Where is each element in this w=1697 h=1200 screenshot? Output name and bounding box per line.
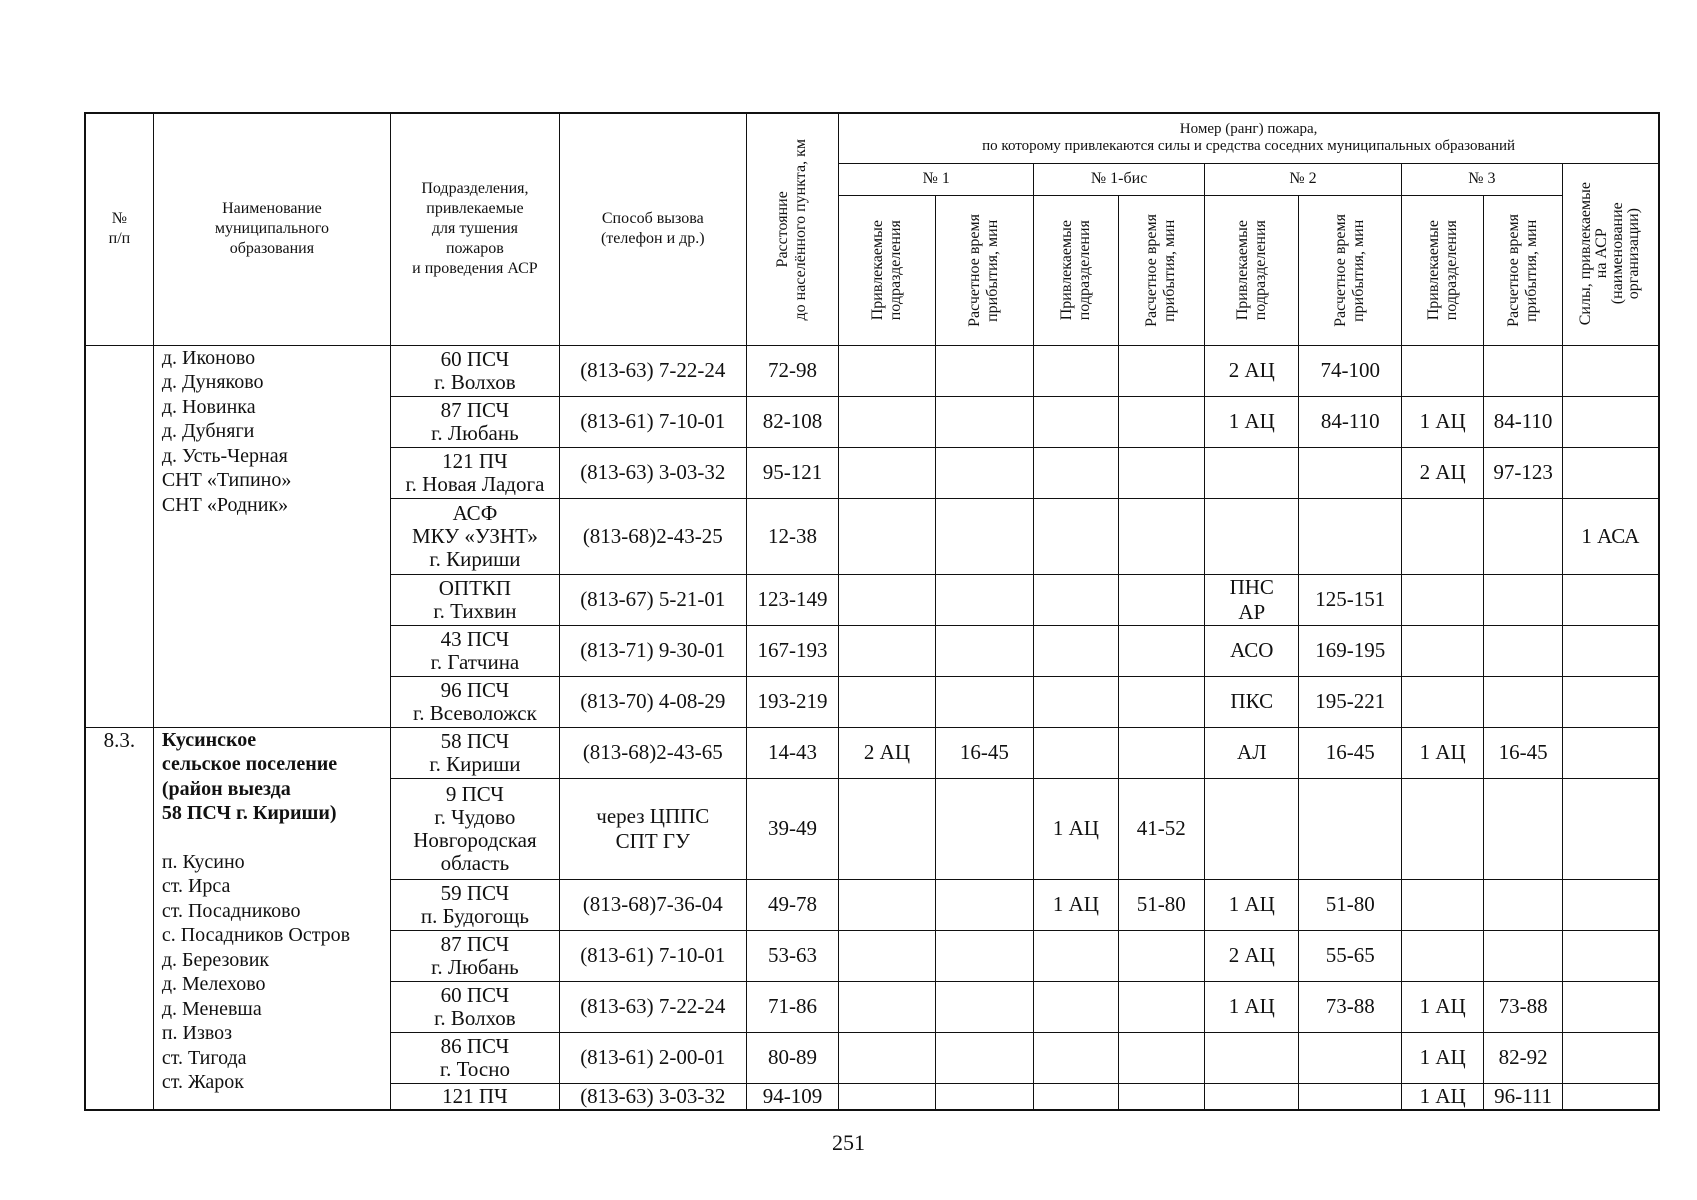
- rank1bis-units-cell: [1034, 396, 1118, 447]
- header-rb-units-label: Привлекаемые подразделения: [1057, 219, 1093, 321]
- spacer: [162, 826, 388, 850]
- unit-cell: 9 ПСЧ г. Чудово Новгородская область: [391, 778, 560, 879]
- header-r2-time: [1299, 195, 1402, 345]
- rank2-units-cell: 1 АЦ: [1205, 879, 1299, 930]
- rank2-time-cell: 51-80: [1299, 879, 1402, 930]
- rank3-time-cell: 82-92: [1484, 1032, 1562, 1083]
- settlements-list: д. Иконово д. Дуняково д. Новинка д. Дубняги д. Усть-Черная СНТ «Типино» СНТ «Родник»: [161, 346, 292, 516]
- rank3-time-cell: 96-111: [1484, 1083, 1562, 1110]
- call-method-cell: (813-68)2-43-25: [559, 498, 746, 574]
- rank1bis-time-cell: [1118, 676, 1204, 727]
- rank1-units-cell: [839, 1083, 935, 1110]
- row-number: 8.3.: [85, 727, 153, 1110]
- rank1bis-time-cell: [1118, 498, 1204, 574]
- distance-cell: 94-109: [746, 1083, 838, 1110]
- rank1bis-time-cell: [1118, 1032, 1204, 1083]
- rank1-units-cell: [839, 1032, 935, 1083]
- call-method-cell: (813-61) 7-10-01: [559, 396, 746, 447]
- rank1bis-time-cell: [1118, 981, 1204, 1032]
- page-number: 251: [832, 1130, 865, 1155]
- unit-cell: 87 ПСЧ г. Любань: [391, 930, 560, 981]
- rank2-time-cell: [1299, 1032, 1402, 1083]
- rank3-units-cell: 1 АЦ: [1401, 727, 1483, 778]
- rank1-time-cell: [935, 981, 1033, 1032]
- asr-forces-cell: [1562, 345, 1659, 396]
- rank1-time-cell: [935, 930, 1033, 981]
- rank1-units-cell: [839, 930, 935, 981]
- rank1bis-units-cell: 1 АЦ: [1034, 778, 1118, 879]
- rank2-units-cell: ПКС: [1205, 676, 1299, 727]
- municipality-name: Кусинское сельское поселение (район выезда 58 ПСЧ г. Кириши): [161, 728, 338, 824]
- call-method-cell: (813-68)7-36-04: [559, 879, 746, 930]
- rank1bis-time-cell: [1118, 396, 1204, 447]
- rank3-units-cell: [1401, 498, 1483, 574]
- rank1-time-cell: [935, 498, 1033, 574]
- header-distance: [746, 113, 838, 345]
- rank1-time-cell: [935, 1032, 1033, 1083]
- unit-cell: 86 ПСЧ г. Тосно: [391, 1032, 560, 1083]
- table-row: [85, 727, 1659, 778]
- rank2-units-cell: 2 АЦ: [1205, 930, 1299, 981]
- rank1bis-time-cell: 41-52: [1118, 778, 1204, 879]
- rank1-time-cell: [935, 396, 1033, 447]
- rank1-units-cell: [839, 625, 935, 676]
- distance-cell: 72-98: [746, 345, 838, 396]
- asr-forces-cell: [1562, 778, 1659, 879]
- rank2-time-cell: 84-110: [1299, 396, 1402, 447]
- asr-forces-cell: [1562, 574, 1659, 625]
- rank3-units-cell: [1401, 574, 1483, 625]
- asr-forces-cell: 1 АСА: [1562, 498, 1659, 574]
- rank3-units-cell: 1 АЦ: [1401, 1032, 1483, 1083]
- asr-forces-cell: [1562, 396, 1659, 447]
- rank2-units-cell: [1205, 1032, 1299, 1083]
- call-method-cell: (813-63) 3-03-32: [559, 447, 746, 498]
- rank2-time-cell: 73-88: [1299, 981, 1402, 1032]
- unit-cell: 96 ПСЧ г. Всеволожск: [391, 676, 560, 727]
- rank1bis-time-cell: [1118, 625, 1204, 676]
- call-method-cell: (813-71) 9-30-01: [559, 625, 746, 676]
- rank1bis-units-cell: [1034, 574, 1118, 625]
- rank3-time-cell: [1484, 930, 1562, 981]
- table-body: [85, 345, 1659, 1110]
- rank3-time-cell: [1484, 676, 1562, 727]
- header-r2-units: [1205, 195, 1299, 345]
- header-r2-time-label: Расчетное время прибытия, мин: [1332, 213, 1368, 327]
- header-rank-3: № 3: [1401, 163, 1562, 195]
- header-r1-units-label: Привлекаемые подразделения: [868, 219, 904, 321]
- rank1bis-time-cell: [1118, 1083, 1204, 1110]
- rank1-time-cell: [935, 345, 1033, 396]
- asr-forces-cell: [1562, 930, 1659, 981]
- header-rb-units: [1034, 195, 1118, 345]
- call-method-cell: (813-68)2-43-65: [559, 727, 746, 778]
- distance-cell: 71-86: [746, 981, 838, 1032]
- rank1-units-cell: [839, 778, 935, 879]
- header-r2-units-label: Привлекаемые подразделения: [1233, 219, 1269, 321]
- rank1bis-time-cell: [1118, 345, 1204, 396]
- rank3-units-cell: [1401, 345, 1483, 396]
- rank1-time-cell: [935, 778, 1033, 879]
- table-header: [85, 113, 1659, 345]
- rank3-units-cell: 1 АЦ: [1401, 396, 1483, 447]
- rank1bis-units-cell: [1034, 625, 1118, 676]
- rank1bis-units-cell: [1034, 345, 1118, 396]
- unit-cell: 87 ПСЧ г. Любань: [391, 396, 560, 447]
- rank2-units-cell: [1205, 498, 1299, 574]
- distance-cell: 39-49: [746, 778, 838, 879]
- asr-forces-cell: [1562, 1083, 1659, 1110]
- rank3-time-cell: [1484, 879, 1562, 930]
- rank2-units-cell: 2 АЦ: [1205, 345, 1299, 396]
- rank2-units-cell: [1205, 447, 1299, 498]
- rank2-time-cell: 55-65: [1299, 930, 1402, 981]
- rank1-units-cell: [839, 574, 935, 625]
- asr-forces-cell: [1562, 1032, 1659, 1083]
- header-r1-time: [935, 195, 1033, 345]
- table-row: [85, 345, 1659, 396]
- rank3-units-cell: [1401, 625, 1483, 676]
- rank2-units-cell: [1205, 778, 1299, 879]
- rank2-time-cell: 195-221: [1299, 676, 1402, 727]
- distance-cell: 53-63: [746, 930, 838, 981]
- unit-cell: 43 ПСЧ г. Гатчина: [391, 625, 560, 676]
- rank1bis-time-cell: [1118, 727, 1204, 778]
- rank1-units-cell: [839, 396, 935, 447]
- header-municipality: Наименование муниципального образования: [153, 113, 390, 345]
- header-rb-time-label: Расчетное время прибытия, мин: [1143, 213, 1179, 327]
- rank2-time-cell: 125-151: [1299, 574, 1402, 625]
- header-call-method: Способ вызова (телефон и др.): [559, 113, 746, 345]
- unit-cell: 58 ПСЧ г. Кириши: [391, 727, 560, 778]
- header-asr-forces: [1562, 163, 1659, 345]
- asr-forces-cell: [1562, 676, 1659, 727]
- asr-forces-cell: [1562, 727, 1659, 778]
- rank3-time-cell: 97-123: [1484, 447, 1562, 498]
- rank3-units-cell: 1 АЦ: [1401, 981, 1483, 1032]
- header-distance-label: Расстояние до населённого пункта, км: [774, 138, 810, 320]
- rank1-units-cell: [839, 498, 935, 574]
- distance-cell: 82-108: [746, 396, 838, 447]
- unit-cell: 60 ПСЧ г. Волхов: [391, 981, 560, 1032]
- rank1bis-units-cell: [1034, 1032, 1118, 1083]
- rank3-units-cell: [1401, 879, 1483, 930]
- call-method-cell: (813-63) 3-03-32: [559, 1083, 746, 1110]
- rank1-units-cell: 2 АЦ: [839, 727, 935, 778]
- settlements-list: п. Кусино ст. Ирса ст. Посадниково с. Посадников Остров д. Березовик д. Мелехово д. Меневша п. Извоз ст. Тигода ст. Жарок: [161, 850, 351, 1093]
- rank1bis-units-cell: [1034, 1083, 1118, 1110]
- rank2-time-cell: [1299, 498, 1402, 574]
- unit-cell: 59 ПСЧ п. Будогощь: [391, 879, 560, 930]
- unit-cell: 60 ПСЧ г. Волхов: [391, 345, 560, 396]
- asr-forces-cell: [1562, 447, 1659, 498]
- call-method-cell: (813-61) 7-10-01: [559, 930, 746, 981]
- header-rb-time: [1118, 195, 1204, 345]
- rank1bis-time-cell: [1118, 447, 1204, 498]
- rank1-units-cell: [839, 345, 935, 396]
- rank1-time-cell: [935, 1083, 1033, 1110]
- header-rank-1bis: № 1-бис: [1034, 163, 1205, 195]
- rank3-time-cell: 84-110: [1484, 396, 1562, 447]
- rank1-time-cell: [935, 676, 1033, 727]
- call-method-cell: (813-63) 7-22-24: [559, 345, 746, 396]
- unit-cell: АСФ МКУ «УЗНТ» г. Кириши: [391, 498, 560, 574]
- rank1-units-cell: [839, 447, 935, 498]
- rank1-units-cell: [839, 879, 935, 930]
- distance-cell: 95-121: [746, 447, 838, 498]
- header-r3-time: [1484, 195, 1562, 345]
- rank1-time-cell: [935, 625, 1033, 676]
- unit-cell: 121 ПЧ: [391, 1083, 560, 1110]
- unit-cell: ОПТКП г. Тихвин: [391, 574, 560, 625]
- distance-cell: 167-193: [746, 625, 838, 676]
- rank2-time-cell: [1299, 778, 1402, 879]
- rank1-time-cell: [935, 447, 1033, 498]
- rank3-time-cell: 73-88: [1484, 981, 1562, 1032]
- rank1bis-time-cell: [1118, 930, 1204, 981]
- rank3-time-cell: [1484, 498, 1562, 574]
- header-rank-title: Номер (ранг) пожара, по которому привлекаются силы и средства соседних муниципальных образований: [839, 113, 1659, 163]
- asr-forces-cell: [1562, 625, 1659, 676]
- distance-cell: 123-149: [746, 574, 838, 625]
- header-r3-units-label: Привлекаемые подразделения: [1424, 219, 1460, 321]
- rank3-units-cell: 1 АЦ: [1401, 1083, 1483, 1110]
- distance-cell: 49-78: [746, 879, 838, 930]
- rank2-units-cell: АСО: [1205, 625, 1299, 676]
- header-r1-units: [839, 195, 935, 345]
- rank3-time-cell: 16-45: [1484, 727, 1562, 778]
- rank3-units-cell: 2 АЦ: [1401, 447, 1483, 498]
- header-r1-time-label: Расчетное время прибытия, мин: [966, 213, 1002, 327]
- header-rank-2: № 2: [1205, 163, 1402, 195]
- municipality-cell: [153, 727, 390, 1110]
- rank2-time-cell: 16-45: [1299, 727, 1402, 778]
- fire-resources-table: [84, 112, 1660, 1111]
- municipality-cell: [153, 345, 390, 727]
- rank2-units-cell: 1 АЦ: [1205, 981, 1299, 1032]
- call-method-cell: (813-70) 4-08-29: [559, 676, 746, 727]
- rank2-time-cell: [1299, 1083, 1402, 1110]
- rank1-time-cell: [935, 574, 1033, 625]
- rank3-units-cell: [1401, 778, 1483, 879]
- distance-cell: 14-43: [746, 727, 838, 778]
- header-asr-label: Силы, привлекаемые на АСР (наименование организации): [1577, 182, 1643, 326]
- rank1bis-units-cell: 1 АЦ: [1034, 879, 1118, 930]
- rank1-units-cell: [839, 981, 935, 1032]
- header-rank-1: № 1: [839, 163, 1034, 195]
- call-method-cell: (813-63) 7-22-24: [559, 981, 746, 1032]
- rank3-units-cell: [1401, 676, 1483, 727]
- rank1bis-units-cell: [1034, 727, 1118, 778]
- header-r3-time-label: Расчетное время прибытия, мин: [1505, 213, 1541, 327]
- rank2-units-cell: 1 АЦ: [1205, 396, 1299, 447]
- rank3-time-cell: [1484, 625, 1562, 676]
- call-method-cell: (813-67) 5-21-01: [559, 574, 746, 625]
- rank2-time-cell: 169-195: [1299, 625, 1402, 676]
- rank1bis-units-cell: [1034, 676, 1118, 727]
- distance-cell: 12-38: [746, 498, 838, 574]
- rank2-units-cell: [1205, 1083, 1299, 1110]
- distance-cell: 80-89: [746, 1032, 838, 1083]
- rank1-time-cell: 16-45: [935, 727, 1033, 778]
- header-r3-units: [1401, 195, 1483, 345]
- call-method-cell: через ЦППС СПТ ГУ: [559, 778, 746, 879]
- rank1bis-units-cell: [1034, 930, 1118, 981]
- distance-cell: 193-219: [746, 676, 838, 727]
- rank3-time-cell: [1484, 345, 1562, 396]
- rank1bis-time-cell: 51-80: [1118, 879, 1204, 930]
- unit-cell: 121 ПЧ г. Новая Ладога: [391, 447, 560, 498]
- rank1bis-units-cell: [1034, 498, 1118, 574]
- rank1-units-cell: [839, 676, 935, 727]
- header-no: № п/п: [85, 113, 153, 345]
- rank2-time-cell: [1299, 447, 1402, 498]
- rank2-units-cell: ПНС АР: [1205, 574, 1299, 625]
- rank2-units-cell: АЛ: [1205, 727, 1299, 778]
- rank1bis-time-cell: [1118, 574, 1204, 625]
- rank1-time-cell: [935, 879, 1033, 930]
- rank1bis-units-cell: [1034, 981, 1118, 1032]
- row-number: [85, 345, 153, 727]
- rank2-time-cell: 74-100: [1299, 345, 1402, 396]
- call-method-cell: (813-61) 2-00-01: [559, 1032, 746, 1083]
- asr-forces-cell: [1562, 879, 1659, 930]
- rank3-time-cell: [1484, 574, 1562, 625]
- rank3-units-cell: [1401, 930, 1483, 981]
- rank3-time-cell: [1484, 778, 1562, 879]
- rank1bis-units-cell: [1034, 447, 1118, 498]
- header-units: Подразделения, привлекаемые для тушения пожаров и проведения АСР: [391, 113, 560, 345]
- asr-forces-cell: [1562, 981, 1659, 1032]
